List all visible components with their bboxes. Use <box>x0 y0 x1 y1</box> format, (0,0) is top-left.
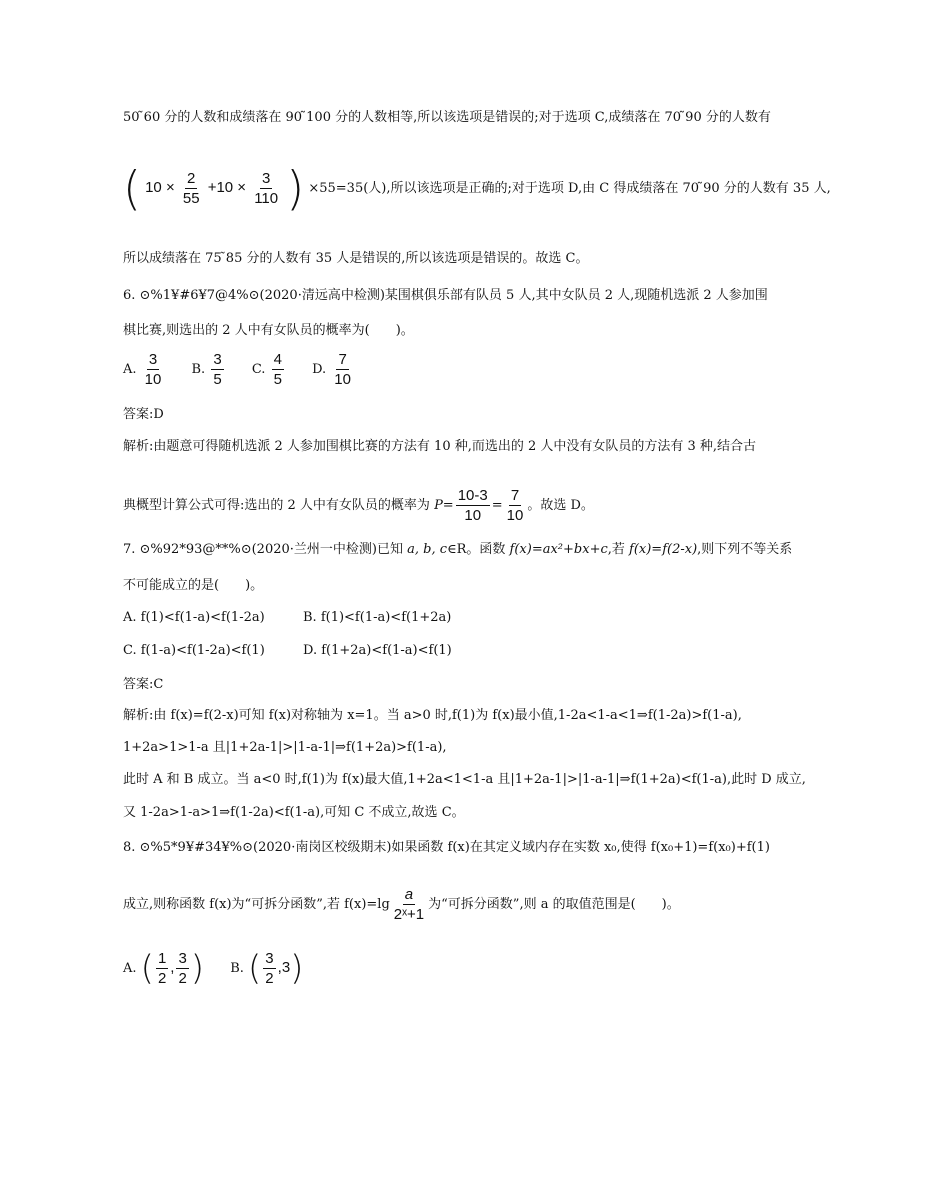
denominator: 10 <box>464 507 482 524</box>
plus-term: +10 × <box>207 179 247 196</box>
option-label: C. <box>251 362 266 377</box>
denominator: 10 <box>144 371 162 388</box>
text: 所以成绩落在 75 ̃85 分的人数有 35 人是错误的,所以该选项是错误的。故选 C。 <box>123 251 589 266</box>
denominator: 10 <box>334 371 351 388</box>
function-expr: f(x)=ax²+bx+c <box>509 542 608 557</box>
text: ,若 <box>607 542 630 557</box>
option-d <box>312 350 355 390</box>
option-a: A. ( $\frac{1}{2}$ , $\frac{3}{2}$ ) <box>123 948 205 989</box>
coef: 10 × <box>145 179 175 196</box>
equals: = <box>491 498 503 513</box>
option-c <box>252 350 286 390</box>
denominator: 2ˣ+1 <box>393 906 425 923</box>
denominator: 5 <box>213 371 222 388</box>
denominator: 55 <box>182 190 200 207</box>
answer-text: 答案:D <box>123 407 164 422</box>
paragraph-line <box>123 109 771 127</box>
question-6-analysis-1 <box>123 438 756 456</box>
value: 3 <box>281 959 291 976</box>
numerator: 3 <box>148 351 158 368</box>
option-d: D. f(1+2a)<f(1-a)<f(1) <box>303 643 452 658</box>
question-7-analysis-4 <box>123 804 465 822</box>
left-paren: ( <box>123 161 141 216</box>
analysis-text: 又 1-2a>1-a>1⇒f(1-2a)<f(1-a),可知 C 不成立,故选 C。 <box>123 805 465 820</box>
option-b: B. f(1)<f(1-a)<f(1+2a) <box>303 610 452 625</box>
text: ∈R。函数 <box>447 542 510 557</box>
numerator: 3 <box>265 950 274 967</box>
text: 6. ⊙%1¥#6¥7@4%⊙(2020·清远高中检测)某围棋俱乐部有队员 5 人,其中女队员 2 人,现随机选派 2 人参加围 <box>123 288 768 303</box>
question-6-options <box>123 350 377 390</box>
question-8-line-2 <box>123 883 680 927</box>
numerator: a <box>404 886 414 903</box>
numerator: 3 <box>261 170 271 187</box>
question-8-line-1 <box>123 839 770 857</box>
question-7-line-2 <box>123 577 263 595</box>
question-6-answer <box>123 406 164 424</box>
fraction <box>181 169 202 208</box>
formula-line <box>123 163 831 214</box>
denominator: 2 <box>265 970 274 987</box>
analysis-text: 1+2a>1>1-a 且|1+2a-1|>|1-a-1|⇒f(1+2a)>f(1-a), <box>123 740 447 755</box>
numerator: 3 <box>213 351 222 368</box>
question-7-options-ab <box>123 609 451 627</box>
option-label: B. <box>191 362 206 377</box>
question-6-analysis-2 <box>123 486 594 526</box>
text: 50 ̃60 分的人数和成绩落在 90 ̃100 分的人数相等,所以该选项是错误的;对于选项 C,成绩落在 70 ̃90 分的人数有 <box>123 110 771 125</box>
question-7-analysis-2 <box>123 739 447 757</box>
right-paren: ) <box>286 161 305 216</box>
text: 7. ⊙%92*93@**%⊙(2020·兰州一中检测)已知 <box>123 542 408 557</box>
option-label: D. <box>312 362 327 377</box>
fraction <box>252 169 280 208</box>
answer-text: 答案:C <box>123 677 164 692</box>
analysis-text: 此时 A 和 B 成立。当 a<0 时,f(1)为 f(x)最大值,1+2a<1<1-a 且|1+2a-1|>|1-a-1|⇒f(1+2a)<f(1-a),此时 D 成立, <box>123 772 806 787</box>
option-label: A. <box>123 362 137 377</box>
text: 成立,则称函数 f(x)为“可拆分函数”,若 f(x)=lg <box>123 897 390 912</box>
question-7-analysis-1 <box>123 707 742 725</box>
question-6-line-1 <box>123 287 768 305</box>
question-7-analysis-3 <box>123 771 806 789</box>
numerator: 1 <box>157 950 167 967</box>
text: ,则下列不等关系 <box>697 542 793 557</box>
question-8-options <box>123 945 325 992</box>
analysis-text: 典概型计算公式可得:选出的 2 人中有女队员的概率为 <box>123 498 435 513</box>
option-a <box>123 350 165 390</box>
option-c: C. f(1-a)<f(1-2a)<f(1) <box>123 643 265 658</box>
text: 8. ⊙%5*9¥#34¥%⊙(2020·南岗区校级期末)如果函数 f(x)在其定义域内存在实数 x₀,使得 f(x₀+1)=f(x₀)+f(1) <box>123 840 770 855</box>
denominator: 110 <box>254 190 279 207</box>
question-7-answer <box>123 676 163 694</box>
option-b: B. ( $\frac{3}{2}$ ,3) <box>230 948 304 989</box>
analysis-text: 解析:由 f(x)=f(2-x)可知 f(x)对称轴为 x=1。当 a>0 时,f(1)为 f(x)最小值,1-2a<1-a<1⇒f(1-2a)>f(1-a), <box>123 708 742 723</box>
condition-expr: f(x)=f(2-x) <box>629 542 698 557</box>
numerator: 4 <box>273 351 282 368</box>
option-label: B. <box>230 961 244 976</box>
question-7-line-1 <box>123 541 792 559</box>
variables: a, b, c <box>407 542 447 557</box>
prob-symbol: P= <box>434 498 454 513</box>
numerator: 7 <box>338 351 347 368</box>
numerator: 3 <box>178 950 187 967</box>
numerator: 2 <box>187 170 196 187</box>
text: 棋比赛,则选出的 2 人中有女队员的概率为( )。 <box>123 323 414 338</box>
question-6-line-2 <box>123 322 414 340</box>
text: 不可能成立的是( )。 <box>123 578 264 593</box>
numerator: 7 <box>510 487 520 504</box>
denominator: 2 <box>178 970 187 987</box>
denominator: 2 <box>157 970 167 987</box>
text: 为“可拆分函数”,则 a 的取值范围是( )。 <box>428 897 680 912</box>
denominator: 10 <box>506 507 524 524</box>
question-7-options-cd <box>123 642 452 660</box>
analysis-text: 解析:由题意可得随机选派 2 人参加围棋比赛的方法有 10 种,而选出的 2 人中没有女队员的方法有 3 种,结合古 <box>123 439 757 454</box>
paragraph-line <box>123 250 589 268</box>
text: ×55=35(人),所以该选项是正确的;对于选项 D,由 C 得成绩落在 70 ̃90 分的人数有 35 人, <box>308 181 831 196</box>
analysis-text: 。故选 D。 <box>527 498 594 513</box>
option-b <box>192 350 226 390</box>
option-label: A. <box>123 961 137 976</box>
numerator: 10-3 <box>457 487 488 504</box>
denominator: 5 <box>273 371 282 388</box>
option-a: A. f(1)<f(1-a)<f(1-2a) <box>123 610 265 625</box>
